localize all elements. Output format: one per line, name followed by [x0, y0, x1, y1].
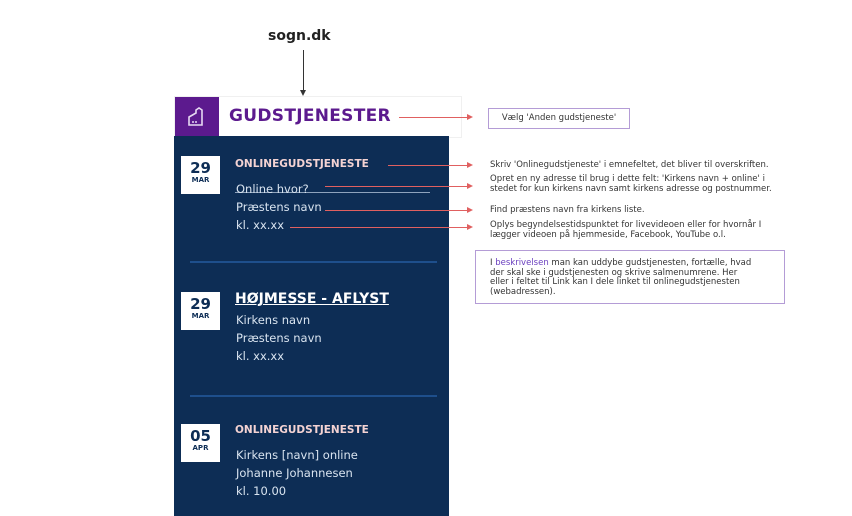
event-priest: Johanne Johannesen [236, 466, 353, 480]
site-label: sogn.dk [268, 28, 331, 44]
note-subject: Skriv 'Onlinegudstjeneste' i emnefeltet, det bliver til overskriften. [490, 160, 769, 170]
event-priest: Præstens navn [236, 331, 322, 345]
arrow-icon [399, 117, 471, 118]
date-day: 05 [190, 427, 211, 445]
note-description [475, 250, 785, 304]
note-time-1: Oplys begyndelsestidspunktet for livevideoen eller for hvornår I [490, 220, 762, 230]
event-time: kl. xx.xx [236, 349, 285, 363]
arrow-icon [290, 227, 471, 228]
event-priest: Præstens navn [236, 200, 322, 214]
desc-text: (webadressen). [490, 286, 556, 297]
date-badge [181, 292, 220, 330]
date-day: 29 [190, 295, 211, 313]
note-time-2: lægger videoen på hjemmeside, Facebook, YouTube o.l. [490, 230, 726, 240]
event-time: kl. xx.xx [236, 218, 285, 232]
note-address-2: stedet for kun kirkens navn samt kirkens adresse og postnummer. [490, 184, 772, 194]
note-choose: Vælg 'Anden gudstjeneste' [488, 108, 630, 129]
arrow-icon [388, 165, 471, 166]
divider [190, 395, 437, 397]
event-location: Kirkens navn [236, 313, 311, 327]
events-panel [174, 136, 449, 516]
down-arrow-icon [303, 50, 304, 94]
note-address-1: Opret en ny adresse til brug i dette felt: 'Kirkens navn + online' i [490, 174, 765, 184]
desc-text: der skal ske i gudstjenesten og skrive salmenumrene. Her [490, 267, 738, 278]
date-day: 29 [190, 159, 211, 177]
date-badge [181, 424, 220, 462]
event-location: Online hvor? [236, 182, 309, 196]
desc-link[interactable]: beskrivelsen [495, 258, 549, 268]
date-month: APR [192, 444, 209, 452]
event-title[interactable]: HØJMESSE - AFLYST [235, 291, 389, 307]
page-title: GUDSTJENESTER [229, 106, 391, 126]
date-badge [181, 156, 220, 194]
arrow-icon [325, 186, 471, 187]
church-icon [175, 97, 219, 137]
arrow-icon [325, 210, 471, 211]
event-title[interactable]: ONLINEGUDSTJENESTE [235, 158, 369, 170]
desc-text: eller i feltet til Link kan I dele linket til onlinegudstjenesten [490, 277, 740, 287]
event-location: Kirkens [navn] online [236, 448, 358, 462]
event-title[interactable]: ONLINEGUDSTJENESTE [235, 424, 369, 436]
divider [190, 261, 437, 263]
desc-text: man kan uddybe gudstjenesten, fortælle, hvad [548, 258, 752, 268]
note-priest: Find præstens navn fra kirkens liste. [490, 205, 645, 215]
desc-text: I [490, 258, 496, 268]
event-time: kl. 10.00 [236, 484, 287, 498]
date-month: MAR [191, 176, 210, 184]
date-month: MAR [191, 312, 210, 320]
